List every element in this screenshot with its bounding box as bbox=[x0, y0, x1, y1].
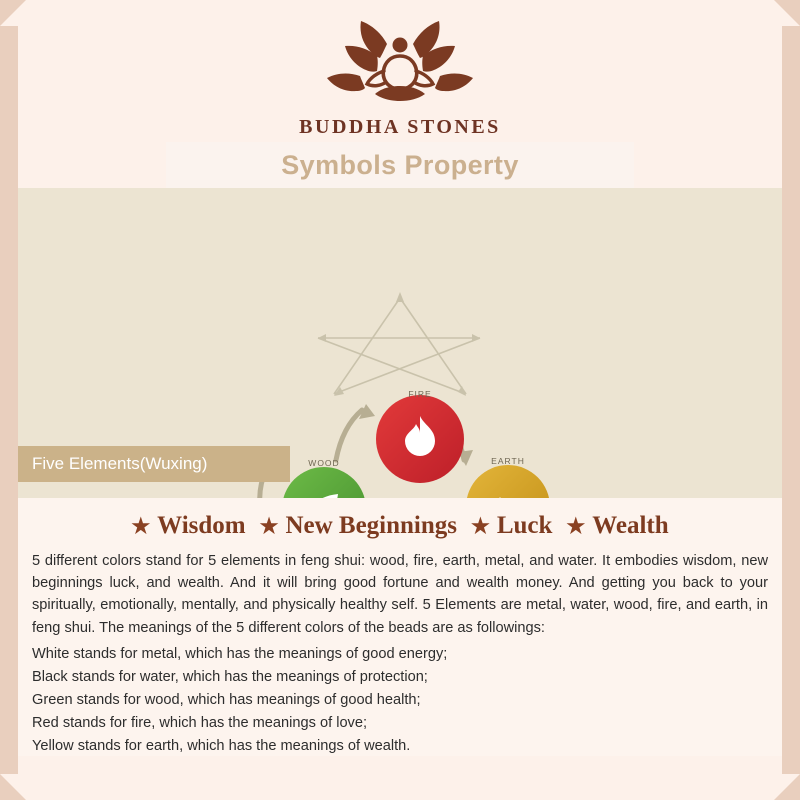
description-line-water: Black stands for water, which has the meanings of protection; bbox=[32, 668, 428, 685]
description-line-earth: Yellow stands for earth, which has the meanings of wealth. bbox=[32, 738, 411, 755]
corner-decoration-bottom-left bbox=[0, 774, 26, 800]
description-line-fire: Red stands for fire, which has the meanings of love; bbox=[32, 715, 368, 732]
star-icon: ★ bbox=[131, 513, 151, 538]
star-icon: ★ bbox=[471, 513, 490, 538]
description-line-wood: Green stands for wood, which has meanings of good health; bbox=[32, 692, 421, 709]
diagram-caption-text: Five Elements(Wuxing) bbox=[32, 454, 208, 473]
brand-logo-block bbox=[0, 18, 800, 139]
star-icon: ★ bbox=[566, 513, 586, 538]
page-title-banner bbox=[166, 142, 634, 188]
keyword-label: Wealth bbox=[592, 512, 669, 539]
description-intro: 5 different colors stand for 5 elements in feng shui: wood, fire, earth, metal, and water. It embodies wisdom, new beginnings luck, and wealth. And it will bring good fortune and wealth money. And getting you back to your spiritually, emotionally, mentally, and physically healthy self. 5 Elements are metal, water, wood, fire, and earth, in feng shui. The meanings of the 5 different colors of the beads are as followings: bbox=[32, 553, 768, 636]
element-node-earth bbox=[466, 456, 550, 498]
diagram-caption bbox=[18, 446, 290, 482]
keyword-item-wisdom bbox=[131, 512, 245, 540]
description-panel bbox=[18, 498, 782, 756]
element-node-wood bbox=[282, 458, 366, 498]
page-title: Symbols Property bbox=[281, 149, 519, 180]
element-node-fire bbox=[376, 389, 464, 483]
keyword-item-luck bbox=[471, 512, 552, 540]
lotus-meditation-icon bbox=[305, 18, 495, 114]
keyword-label: Wisdom bbox=[157, 512, 246, 539]
element-label-earth: EARTH bbox=[491, 456, 525, 466]
corner-decoration-bottom-right bbox=[774, 774, 800, 800]
keyword-label: Luck bbox=[496, 512, 553, 539]
star-icon: ★ bbox=[259, 513, 279, 538]
element-label-fire: FIRE bbox=[408, 389, 432, 399]
keyword-item-new-beginnings bbox=[260, 512, 457, 540]
description-text bbox=[18, 540, 782, 758]
description-line-metal: White stands for metal, which has the meanings of good energy; bbox=[32, 645, 448, 662]
keyword-label: New Beginnings bbox=[285, 512, 457, 539]
five-elements-diagram-panel bbox=[18, 188, 782, 498]
keyword-row bbox=[18, 498, 782, 540]
keyword-item-wealth bbox=[566, 512, 668, 540]
brand-name: BUDDHA STONES bbox=[299, 116, 501, 138]
element-label-wood: WOOD bbox=[308, 458, 340, 468]
